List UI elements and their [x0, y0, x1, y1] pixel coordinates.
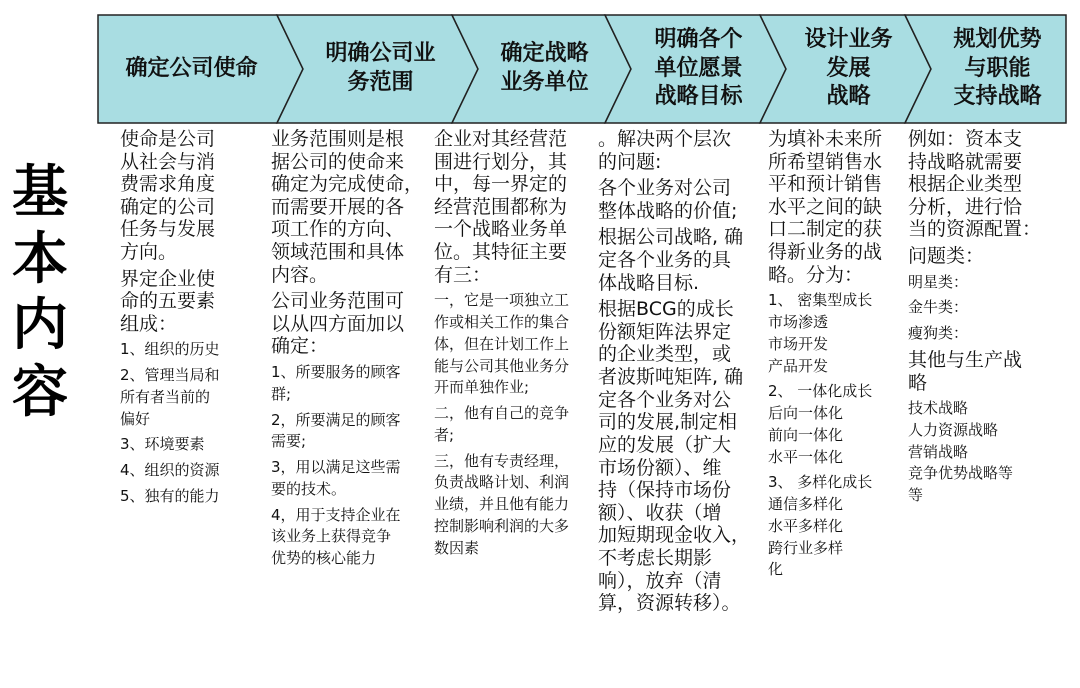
side-title [8, 160, 72, 427]
chevron-step-label-6: 规划优势 与职能 支持战略 [953, 27, 1042, 110]
column-3-paragraph-3: 二，他有自己的竞争 者; [434, 404, 570, 444]
column-1-paragraph-2: 界定企业使 命的五要素 组成： [120, 267, 216, 335]
column-1-paragraph-7: 5、独有的能力 [120, 486, 220, 505]
column-2-paragraph-6: 4，用于支持企业在 该业务上获得竞争 优势的核心能力 [271, 505, 401, 568]
content-column-3 [434, 128, 596, 563]
column-6-paragraph-5: 瘦狗类： [908, 324, 969, 343]
column-5-paragraph-4: 3、 多样化成长 通信多样化 水平多样化 跨行业多样 化 [768, 473, 873, 579]
column-1-paragraph-1: 使命是公司 从社会与消 费需求角度 确定的公司 任务与发展 方向。 [120, 128, 216, 264]
side-title-char-1: 基 [12, 160, 68, 225]
side-title-char-3: 内 [12, 293, 68, 359]
column-2-paragraph-4: 2，所要满足的顾客 需要; [271, 410, 401, 451]
column-4-paragraph-2: 各个业务对公司 整体战略的价值; [598, 177, 738, 222]
column-1-paragraph-3: 1、组织的历史 [120, 340, 220, 359]
column-2-paragraph-5: 3，用以满足这些需 要的技术。 [271, 458, 401, 498]
chevron-step-label-1: 确定公司使命 [125, 55, 258, 81]
content-column-1 [120, 128, 268, 512]
chevron-step-label-3: 确定战略 业务单位 [500, 41, 589, 95]
column-2-paragraph-3: 1、所要服务的顾客 群; [271, 363, 401, 403]
column-6-paragraph-6: 其他与生产战 略 [908, 348, 1023, 394]
column-6-paragraph-1: 例如：资本支 持战略就需要 根据企业类型 分析，进行恰 当的资源配置： [908, 128, 1042, 241]
column-6-paragraph-4: 金牛类： [908, 298, 969, 317]
chevron-step-label-4: 明确各个 单位愿景 战略目标 [654, 27, 743, 110]
column-4-paragraph-4: 根据BCG的成长 份额矩阵法界定 的企业类型，或 者波斯吨矩阵, 确 定各个业务对公 司的发展,制定相 应的发展（扩大 市场份额）、维 持（保持市场份 额）、收获（增 加短期现金收入， 不考虑长期影 响），放弃（清 算，资源转移）。 [598, 298, 751, 615]
column-6-paragraph-3: 明星类： [908, 272, 969, 291]
column-4-paragraph-3: 根据公司战略, 确 定各个业务的具 体战略目标. [598, 226, 744, 294]
column-2-paragraph-1: 业务范围则是根 据公司的使命来 确定为完成使命， 而需要开展的各 项工作的方向、 领域范围和具体 内容。 [271, 128, 424, 286]
column-4-paragraph-1: 。解决两个层次 的问题: [598, 128, 732, 173]
column-5-paragraph-1: 为填补未来所 所希望销售水 平和预计销售 水平之间的缺 口二制定的获 得新业务的战 略。分为： [768, 128, 883, 286]
column-2-paragraph-2: 公司业务范围可 以从四方面加以 确定： [271, 290, 405, 358]
chevron-step-label-5: 设计业务 发展 战略 [804, 27, 893, 110]
column-1-paragraph-4: 2、管理当局和 所有者当前的 偏好 [120, 366, 220, 428]
column-3-paragraph-2: 一，它是一项独立工 作或相关工作的集合 体，但在计划工作上 能与公司其他业务分 开而单独作业; [434, 291, 570, 397]
chevron-step-label-2: 明确公司业 务范围 [325, 41, 436, 95]
column-6-paragraph-2: 问题类： [908, 245, 985, 268]
content-column-4 [598, 128, 764, 619]
content-column-2 [271, 128, 431, 574]
column-1-paragraph-5: 3、环境要素 [120, 435, 205, 454]
column-3-paragraph-4: 三，他有专责经理， 负责战略计划、利润 业绩，并且他有能力 控制影响利润的大多 数因素 [434, 451, 570, 557]
side-title-char-4: 容 [12, 359, 68, 425]
column-6-paragraph-7: 技术战略 人力资源战略 营销战略 竞争优势战略等 等 [908, 399, 1014, 505]
column-5-paragraph-2: 1、 密集型成长 市场渗透 市场开发 产品开发 [768, 291, 873, 375]
column-5-paragraph-3: 2、 一体化成长 后向一体化 前向一体化 水平一体化 [768, 382, 873, 466]
column-1-paragraph-6: 4、组织的资源 [120, 461, 220, 480]
content-column-5 [768, 128, 906, 585]
side-title-char-2: 本 [12, 226, 68, 292]
content-column-6 [908, 128, 1076, 511]
column-3-paragraph-1: 企业对其经营范 围进行划分，其 中，每一界定的 经营范围都称为 一个战略业务单 位。其特征主要 有三： [434, 128, 568, 286]
